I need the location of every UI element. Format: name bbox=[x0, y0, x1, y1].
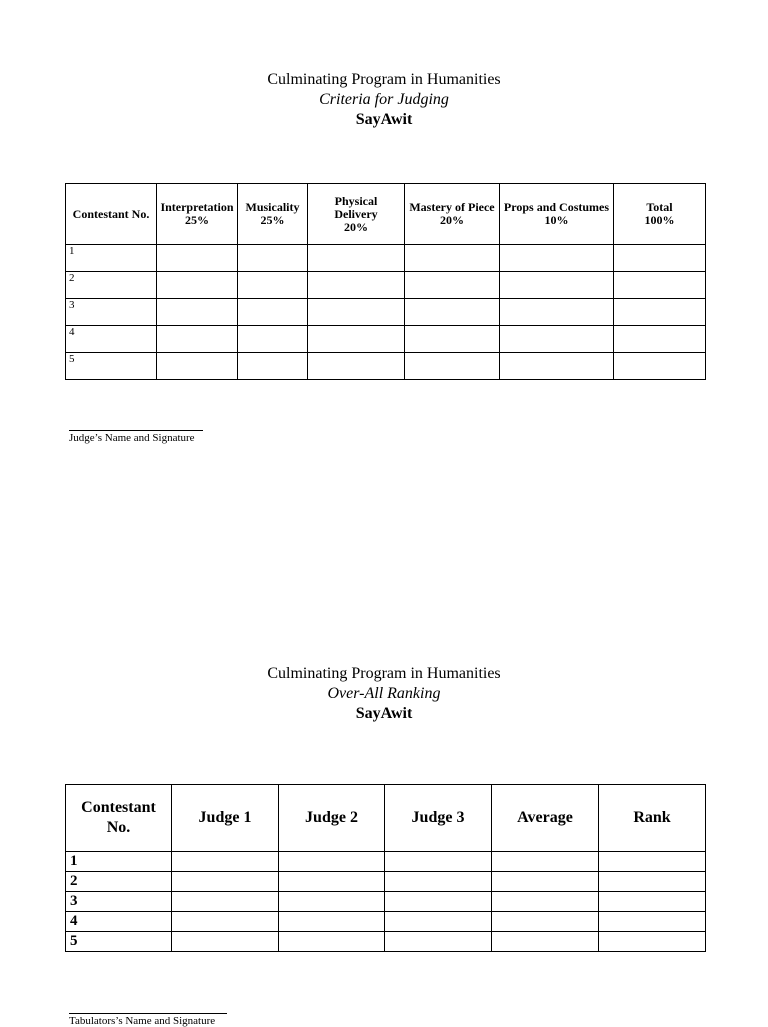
score-cell[interactable] bbox=[405, 353, 500, 380]
program-title: Culminating Program in Humanities bbox=[267, 71, 501, 88]
judge-signature-label: Judge’s Name and Signature bbox=[69, 432, 195, 444]
column-header bbox=[405, 184, 500, 245]
score-cell[interactable] bbox=[385, 872, 492, 892]
score-cell[interactable] bbox=[599, 912, 706, 932]
contestant-number: 5 bbox=[66, 932, 172, 952]
score-cell[interactable] bbox=[492, 912, 599, 932]
score-cell[interactable] bbox=[238, 299, 308, 326]
score-cell[interactable] bbox=[405, 272, 500, 299]
column-header-line: Judge 2 bbox=[305, 809, 358, 826]
score-cell[interactable] bbox=[308, 326, 405, 353]
score-cell[interactable] bbox=[500, 299, 614, 326]
score-cell[interactable] bbox=[500, 245, 614, 272]
table-row bbox=[66, 872, 706, 892]
score-cell[interactable] bbox=[599, 892, 706, 912]
score-cell[interactable] bbox=[385, 892, 492, 912]
criteria-table bbox=[65, 183, 706, 380]
column-header-line: 20% bbox=[440, 213, 464, 227]
score-cell[interactable] bbox=[308, 245, 405, 272]
contestant-number: 3 bbox=[66, 892, 172, 912]
score-cell[interactable] bbox=[599, 852, 706, 872]
column-header-line: 20% bbox=[344, 219, 368, 234]
column-header-line: Physical bbox=[334, 193, 378, 208]
score-cell[interactable] bbox=[500, 272, 614, 299]
program-title: Culminating Program in Humanities bbox=[267, 665, 501, 682]
form-subtitle: Criteria for Judging bbox=[319, 91, 449, 108]
column-header-line: Judge 1 bbox=[198, 809, 252, 826]
column-header bbox=[614, 184, 706, 245]
score-cell[interactable] bbox=[614, 245, 706, 272]
column-header-line: Rank bbox=[633, 809, 671, 826]
column-header-line: Mastery of Piece bbox=[409, 200, 495, 214]
score-cell[interactable] bbox=[492, 872, 599, 892]
score-cell[interactable] bbox=[238, 245, 308, 272]
score-cell[interactable] bbox=[405, 245, 500, 272]
contestant-number: 2 bbox=[66, 272, 157, 299]
criteria-heading bbox=[0, 70, 768, 130]
table-row bbox=[66, 892, 706, 912]
score-cell[interactable] bbox=[172, 912, 279, 932]
score-cell[interactable] bbox=[238, 272, 308, 299]
score-cell[interactable] bbox=[157, 272, 238, 299]
table-row bbox=[66, 353, 706, 380]
table-row bbox=[66, 245, 706, 272]
score-cell[interactable] bbox=[614, 299, 706, 326]
table-row bbox=[66, 912, 706, 932]
contestant-number: 4 bbox=[66, 912, 172, 932]
column-header-line: Contestant bbox=[81, 799, 156, 816]
table-row bbox=[66, 326, 706, 353]
score-cell[interactable] bbox=[172, 932, 279, 952]
score-cell[interactable] bbox=[238, 326, 308, 353]
score-cell[interactable] bbox=[385, 852, 492, 872]
score-cell[interactable] bbox=[157, 245, 238, 272]
contestant-number: 4 bbox=[66, 326, 157, 353]
column-header bbox=[492, 785, 599, 852]
tabulator-signature-label: Tabulators’s Name and Signature bbox=[69, 1015, 216, 1027]
column-header bbox=[500, 184, 614, 245]
score-cell[interactable] bbox=[279, 912, 385, 932]
score-cell[interactable] bbox=[385, 912, 492, 932]
score-cell[interactable] bbox=[385, 932, 492, 952]
table-row bbox=[66, 299, 706, 326]
event-name: SayAwit bbox=[355, 705, 413, 722]
ranking-table bbox=[65, 784, 706, 952]
score-cell[interactable] bbox=[172, 872, 279, 892]
column-header bbox=[385, 785, 492, 852]
score-cell[interactable] bbox=[172, 852, 279, 872]
contestant-number: 2 bbox=[66, 872, 172, 892]
column-header bbox=[66, 785, 172, 852]
score-cell[interactable] bbox=[308, 353, 405, 380]
column-header-line: 100% bbox=[644, 213, 675, 227]
score-cell[interactable] bbox=[308, 272, 405, 299]
column-header bbox=[308, 184, 405, 245]
table-row bbox=[66, 932, 706, 952]
criteria-header-row bbox=[66, 184, 706, 245]
column-header-line: Average bbox=[517, 809, 573, 826]
column-header-line: No. bbox=[106, 819, 131, 836]
column-header bbox=[172, 785, 279, 852]
column-header bbox=[279, 785, 385, 852]
form-subtitle: Over-All Ranking bbox=[327, 685, 441, 702]
column-header-line: Delivery bbox=[334, 206, 378, 221]
score-cell[interactable] bbox=[279, 852, 385, 872]
column-header bbox=[599, 785, 706, 852]
score-cell[interactable] bbox=[500, 353, 614, 380]
score-cell[interactable] bbox=[279, 872, 385, 892]
score-cell[interactable] bbox=[405, 299, 500, 326]
ranking-header-row bbox=[66, 785, 706, 852]
column-header-line: 10% bbox=[544, 213, 569, 227]
score-cell[interactable] bbox=[279, 932, 385, 952]
score-cell[interactable] bbox=[157, 299, 238, 326]
column-header-line: Contestant No. bbox=[72, 206, 150, 221]
score-cell[interactable] bbox=[172, 892, 279, 912]
score-cell[interactable] bbox=[614, 326, 706, 353]
column-header-line: 25% bbox=[185, 213, 209, 227]
column-header-line: Judge 3 bbox=[411, 809, 465, 826]
score-cell[interactable] bbox=[599, 872, 706, 892]
score-cell[interactable] bbox=[599, 932, 706, 952]
contestant-number: 5 bbox=[66, 353, 157, 380]
contestant-number: 1 bbox=[66, 852, 172, 872]
score-cell[interactable] bbox=[405, 326, 500, 353]
table-row bbox=[66, 852, 706, 872]
score-cell[interactable] bbox=[308, 299, 405, 326]
column-header-line: Props and Costumes bbox=[503, 200, 610, 214]
event-name: SayAwit bbox=[355, 111, 413, 128]
tabulator-signature-line bbox=[69, 1013, 227, 1014]
column-header bbox=[66, 184, 157, 245]
score-cell[interactable] bbox=[157, 326, 238, 353]
score-cell[interactable] bbox=[492, 932, 599, 952]
score-cell[interactable] bbox=[492, 892, 599, 912]
column-header-line: Total bbox=[646, 200, 673, 214]
judge-signature-line bbox=[69, 430, 203, 431]
column-header bbox=[238, 184, 308, 245]
score-cell[interactable] bbox=[279, 892, 385, 912]
column-header-line: 25% bbox=[260, 213, 285, 227]
score-cell[interactable] bbox=[500, 326, 614, 353]
score-cell[interactable] bbox=[157, 353, 238, 380]
column-header bbox=[157, 184, 238, 245]
score-cell[interactable] bbox=[238, 353, 308, 380]
column-header-line: Musicality bbox=[245, 200, 300, 214]
contestant-number: 3 bbox=[66, 299, 157, 326]
table-row bbox=[66, 272, 706, 299]
score-cell[interactable] bbox=[492, 852, 599, 872]
score-cell[interactable] bbox=[614, 272, 706, 299]
column-header-line: Interpretation bbox=[160, 200, 234, 214]
contestant-number: 1 bbox=[66, 245, 157, 272]
score-cell[interactable] bbox=[614, 353, 706, 380]
ranking-heading bbox=[0, 664, 768, 724]
